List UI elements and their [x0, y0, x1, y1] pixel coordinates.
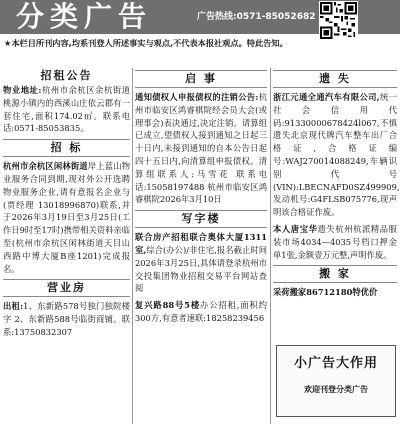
qr-code-icon[interactable]: [319, 1, 358, 40]
section-heading-moving: 搬 家: [273, 265, 397, 283]
ad-office-2-lead: 复兴路88号5楼: [135, 300, 201, 311]
ad-office-1-text: 综合(办公)/非住宅,报名截止时间2026年3月25日,具体请登录杭州市交投集团物业招租交易平台网站查阅: [135, 244, 267, 294]
section-heading-lost: 遗 失: [273, 70, 397, 88]
ad-shops-lead: 出租:: [3, 301, 24, 312]
promo-banner: [276, 345, 396, 417]
section-heading-rental: 招租公告: [40, 69, 93, 82]
ad-moving-text: 采荷搬家86712180特优价: [273, 287, 378, 298]
ad-lost-2-text: 遗失杭州杭派精品服装市场4034—4035号档口押金单1张,金额壹万元整,声明作废。: [273, 223, 397, 260]
section-heading-office: 写字楼: [135, 210, 267, 228]
ad-lost-1: [273, 91, 400, 219]
ad-office-2-text: 办公招租,面积约300方,有意者速联:18258239456: [135, 300, 267, 323]
disclaimer-notice: ★本栏目所刊内容,均系刊登人所述事实与观点,不代表本报社观点。特此告知。: [4, 38, 288, 48]
ad-creditor-lead: 通知债权人申报债权的注销公告:: [135, 92, 259, 102]
ad-lost-2-lead: 本人唐宝华: [273, 223, 318, 234]
ad-lost-1-lead: 浙江元通全通汽车有限公司,: [273, 92, 380, 102]
section-heading-notices: 启 事: [135, 70, 267, 88]
ad-lost-2: [273, 223, 397, 261]
ad-rental-text: 杭州市余杭区余杭街道桃源小镇内的西溪山庄依云郡有一套住宅,面积174.02㎡。联系电话:0571-85053835。: [3, 85, 130, 134]
promo-banner-title: 小广告大作用: [293, 356, 378, 371]
section-heading-shops: 营业房: [3, 279, 130, 297]
ad-office-2: [135, 299, 267, 325]
column-right: [273, 68, 400, 303]
ad-shops: [3, 300, 130, 338]
ad-creditor-notice: [135, 91, 267, 206]
page-title: 分类广告: [16, 0, 153, 33]
ad-shops-text: 1、东新路578号独门独院楼字 2、东新路588号临街商铺。联系:13750832307: [3, 301, 130, 337]
promo-banner-subtitle: 欢迎刊登分类广告: [304, 384, 368, 394]
ad-recruit: [3, 160, 130, 275]
ad-office-1-lead: 联合房产招租联合奥体大厦1311室,: [135, 232, 267, 255]
ad-moving: [273, 286, 397, 299]
ad-creditor-text: 杭州市临安区鸿睿棋院经会员大会(或理事会)表决通过,决定注销。请算组已成立,望债权人接到通知之日起三十日内,未接到通知的自本公告日起四十五日内,向清算组申报债权。清算组联系人:马雪花 联系电话:15058197488 杭州市临安区鸿睿棋院2026年3月10日: [135, 92, 267, 205]
section-heading-recruit: 招 标: [3, 139, 130, 157]
ad-rental-lead: 物业地址:: [3, 85, 42, 95]
ad-rental: [3, 84, 130, 135]
column-left: [3, 68, 130, 343]
page-header: [0, 0, 400, 63]
ad-office-1: [135, 231, 267, 295]
ad-lost-1-text: 统一社会信用代码:91330000678424l067,不慎遗失北京现代牌汽车整车出厂合格证,合格证编号:WAJ270014088249,车辆识别代号(VIN):LBECNAFD0SZ499909,发动机号:G4FLSB075776,现声明该合格证作废。: [273, 92, 400, 218]
ad-hotline: 广告热线:0571-85052682: [197, 12, 316, 22]
ad-recruit-text: 岸上蓝山物业服务合同到期,现对外公开选聘物业服务企业,请有意报名企业与(贾经理 13018996870)联系,并于2026年3月19日至3月25日(工作日9时至17时)携带相关资料亲临至(杭州市余杭区闲林街道天目山西路中博大厦B座1201)完成报名。: [3, 161, 130, 274]
ad-recruit-lead: 杭州市余杭区闲林街道: [3, 161, 88, 172]
column-divider: [270, 68, 271, 424]
column-divider: [132, 68, 133, 424]
column-middle: [135, 68, 267, 329]
